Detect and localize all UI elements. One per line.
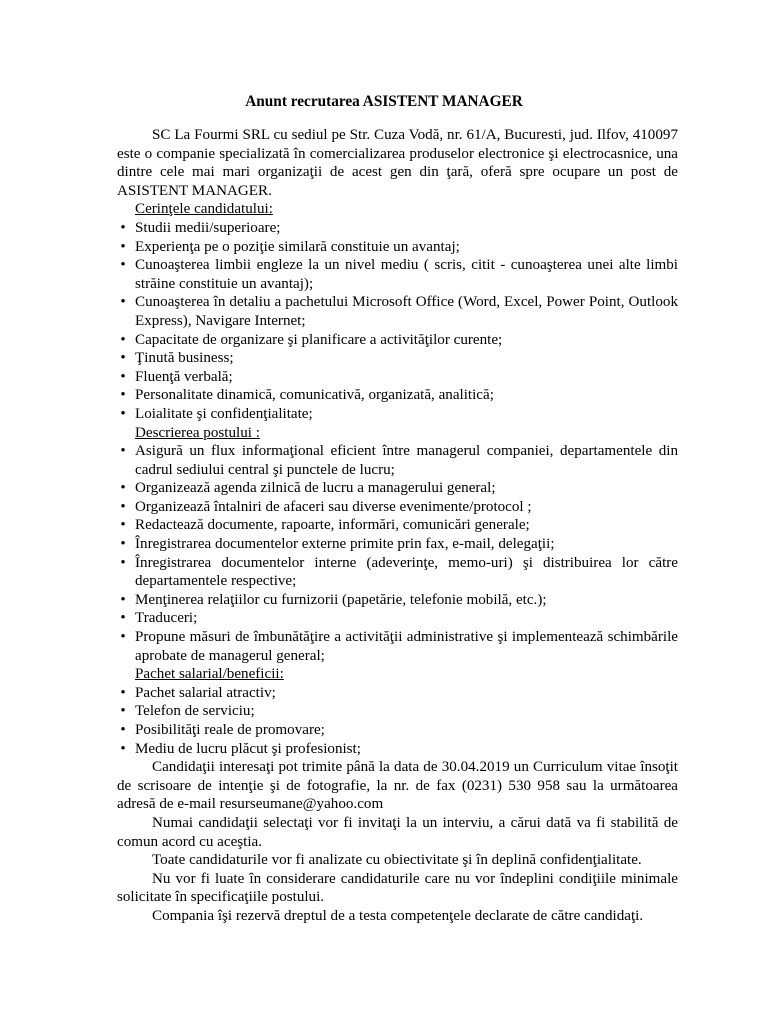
requirements-heading: Cerinţele candidatului: (135, 201, 273, 218)
bullet-icon (117, 609, 129, 628)
list-item-text: Propune măsuri de îmbunătăţire a activităţii administrative şi implementează schimbările aprobate de managerul general; (135, 629, 678, 664)
application-text: Candidaţii interesaţi pot trimite până la data de 30.04.2019 un Curriculum vitae însoţit de scrisoare de intenţie şi de fotografie, la nr. de fax (0231) 530 958 sau la următoarea adresă de e-mail (117, 759, 678, 813)
bullet-icon (117, 238, 129, 257)
list-item-text: Mediu de lucru plăcut şi profesionist; (135, 740, 361, 757)
intro-paragraph: SC La Fourmi SRL cu sediul pe Str. Cuza Vodă, nr. 61/A, Bucuresti, jud. Ilfov, 410097 este o companie specializată în comercializarea produselor electronice şi electrocasnice, una dintre cele mai mari organizaţii de acest gen din ţară, oferă spre ocupare un post de ASISTENT MANAGER. (117, 127, 678, 199)
list-item-text: Organizează agenda zilnică de lucru a managerului general; (135, 480, 496, 497)
requirement-item (117, 405, 678, 424)
job-description-item (117, 479, 678, 498)
list-item-text: Personalitate dinamică, comunicativă, organizată, analitică; (135, 387, 494, 404)
bullet-icon (117, 628, 129, 647)
list-item-text: Cunoaşterea în detaliu a pachetului Microsoft Office (Word, Excel, Power Point, Outlook Express), Navigare Internet; (135, 294, 678, 329)
job-description-item (117, 498, 678, 517)
job-description-item (117, 591, 678, 610)
bullet-icon (117, 256, 129, 275)
bullet-icon (117, 293, 129, 312)
bullet-icon (117, 702, 129, 721)
benefits-heading: Pachet salarial/beneficii: (135, 666, 284, 683)
job-description-item (117, 609, 678, 628)
closing-paragraph-3: Nu vor fi luate în considerare candidaturile care nu vor îndeplini condiţiile minimale solicitate în specificaţiile postului. (117, 870, 678, 906)
list-item-text: Înregistrarea documentelor externe primite prin fax, e-mail, delegaţii; (135, 536, 555, 553)
job-description-heading: Descrierea postului : (135, 424, 260, 441)
bullet-icon (117, 721, 129, 740)
list-item-text: Pachet salarial atractiv; (135, 684, 276, 701)
benefit-item (117, 721, 678, 740)
bullet-icon (117, 368, 129, 387)
bullet-icon (117, 591, 129, 610)
requirement-item (117, 386, 678, 405)
list-item-text: Cunoaşterea limbii engleze la un nivel mediu ( scris, citit - cunoaşterea unei alte limbi străine constituie un avantaj); (135, 257, 678, 292)
bullet-icon (117, 386, 129, 405)
list-item-text: Traduceri; (135, 610, 198, 627)
list-item-text: Studii medii/superioare; (135, 219, 281, 236)
benefit-item (117, 684, 678, 703)
job-description-list (117, 442, 678, 665)
bullet-icon (117, 479, 129, 498)
closing-paragraph-4: Compania îşi rezervă dreptul de a testa competenţele declarate de către candidaţi. (152, 907, 644, 924)
job-description-item (117, 628, 678, 665)
bullet-icon (117, 535, 129, 554)
document-title: Anunt recrutarea ASISTENT MANAGER (245, 93, 523, 110)
requirements-list (117, 219, 678, 424)
bullet-icon (117, 405, 129, 424)
bullet-icon (117, 554, 129, 573)
bullet-icon (117, 349, 129, 368)
bullet-icon (117, 684, 129, 703)
bullet-icon (117, 516, 129, 535)
job-description-item (117, 516, 678, 535)
list-item-text: Fluenţă verbală; (135, 368, 233, 385)
job-description-item (117, 554, 678, 591)
list-item-text: Experienţa pe o poziţie similară constituie un avantaj; (135, 238, 460, 255)
list-item-text: Ţinută business; (135, 350, 234, 367)
document-body (117, 126, 678, 926)
bullet-icon (117, 740, 129, 759)
closing-paragraph-1: Numai candidaţii selectaţi vor fi invitaţi la un interviu, a cărui dată va fi stabilită de comun acord cu aceştia. (117, 814, 678, 850)
requirement-item (117, 219, 678, 238)
list-item-text: Înregistrarea documentelor interne (adeverinţe, memo-uri) şi distribuirea lor către departamentele respective; (135, 554, 678, 590)
requirement-item (117, 368, 678, 387)
benefits-list (117, 684, 678, 758)
job-description-item (117, 535, 678, 554)
list-item-text: Posibilităţi reale de promovare; (135, 722, 325, 738)
closing-paragraph-2: Toate candidaturile vor fi analizate cu obiectivitate şi în deplină confidenţialitate. (152, 852, 642, 869)
requirement-item (117, 349, 678, 368)
requirement-item (117, 331, 678, 350)
bullet-icon (117, 442, 129, 461)
bullet-icon (117, 498, 129, 517)
bullet-icon (117, 219, 129, 238)
list-item-text: Telefon de serviciu; (135, 703, 255, 720)
requirement-item (117, 238, 678, 257)
benefit-item (117, 702, 678, 721)
bullet-icon (117, 331, 129, 350)
job-description-item (117, 442, 678, 479)
requirement-item (117, 293, 678, 330)
list-item-text: Organizează întalniri de afaceri sau diverse evenimente/protocol ; (135, 498, 532, 515)
list-item-text: Capacitate de organizare şi planificare a activităţilor curente; (135, 331, 503, 348)
requirement-item (117, 256, 678, 293)
list-item-text: Menţinerea relaţiilor cu furnizorii (papetărie, telefonie mobilă, etc.); (135, 591, 547, 608)
benefit-item (117, 740, 678, 759)
list-item-text: Redactează documente, rapoarte, informări, comunicări generale; (135, 517, 530, 534)
application-paragraph (117, 758, 678, 814)
list-item-text: Asigură un flux informaţional eficient între managerul companiei, departamentele din cadrul sediului central şi punctele de lucru; (135, 443, 678, 478)
contact-email: resurseumane@yahoo.com (219, 796, 384, 813)
list-item-text: Loialitate şi confidenţialitate; (135, 405, 313, 422)
